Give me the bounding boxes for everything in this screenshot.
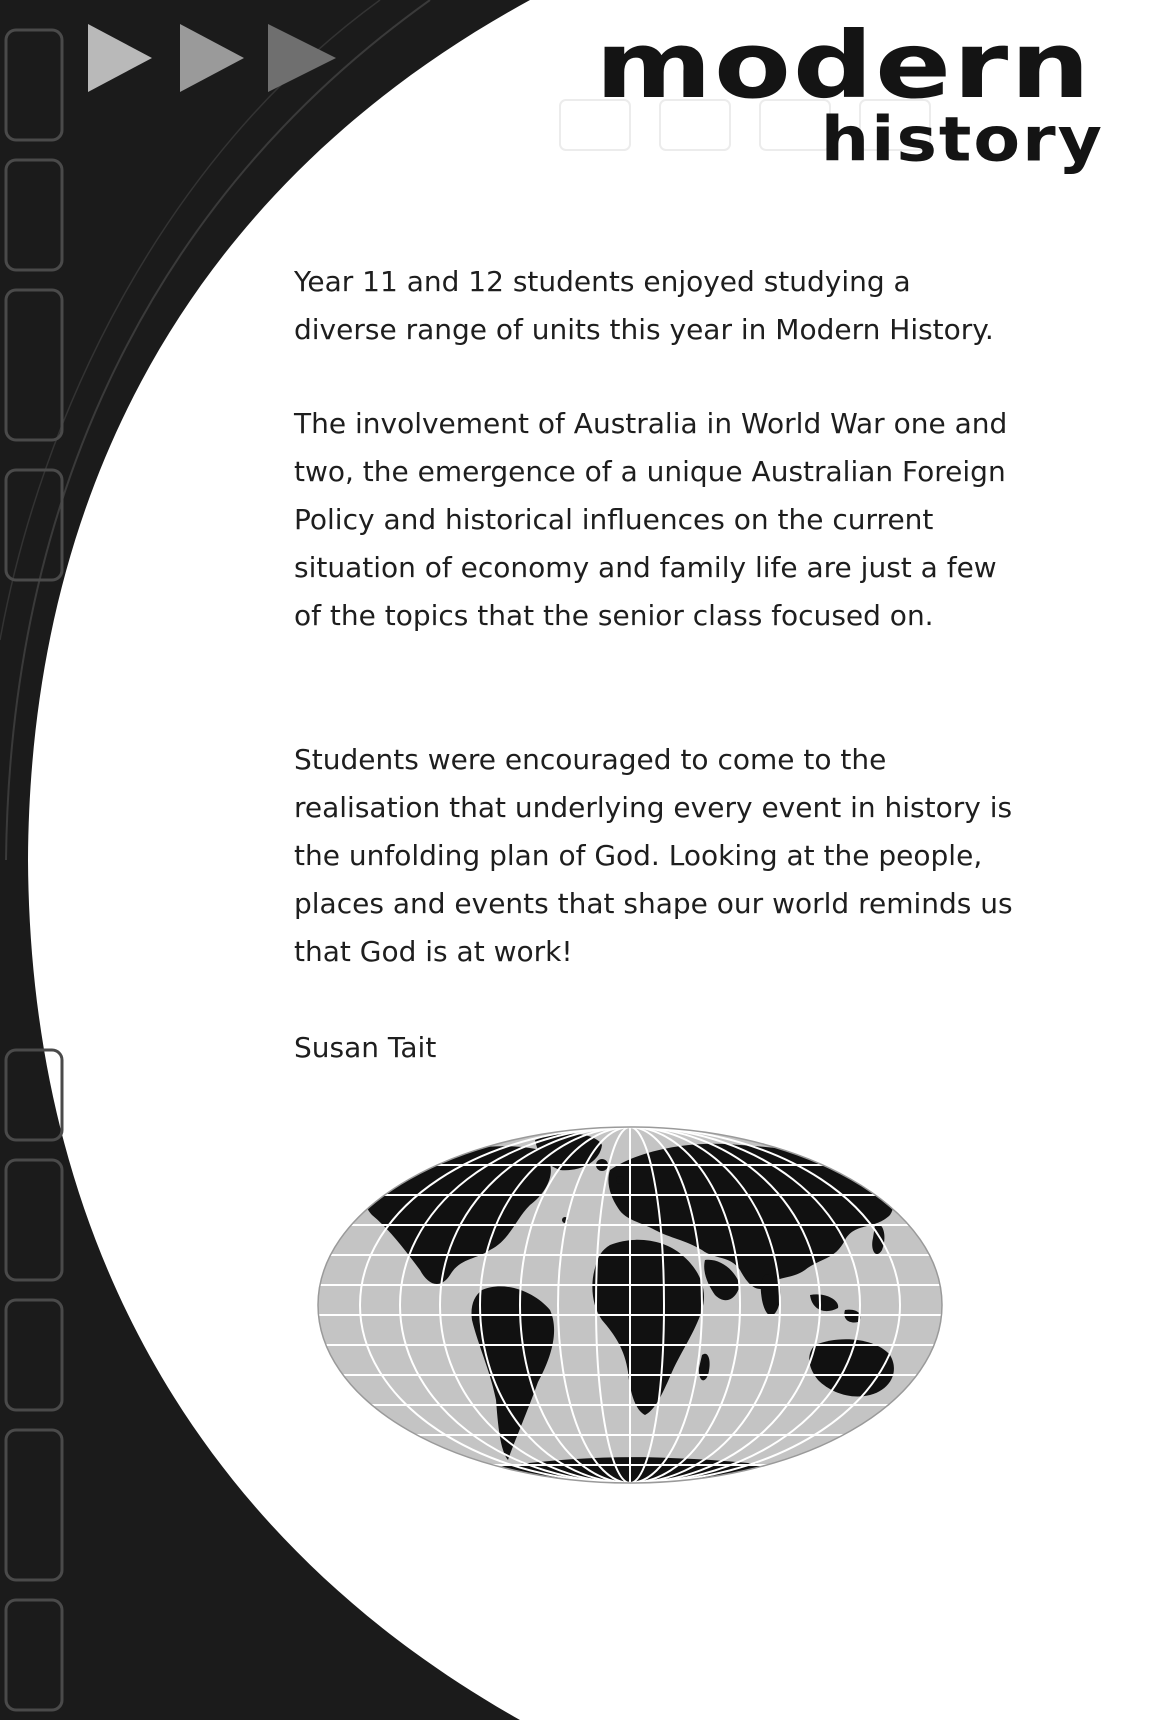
page-title-line1: modern [595,12,1092,120]
author-signature: Susan Tait [294,1031,437,1064]
paragraph-intro: Year 11 and 12 students enjoyed studying a diverse range of units this year in Modern History. [294,265,994,346]
page-title-line2: history [820,104,1104,176]
paragraph-conclusion: Students were encouraged to come to the realisation that underlying every event in history is the unfolding plan of God. Looking at the people, places and events that shape our world reminds us that God is at work! [294,743,1013,968]
world-map-globe-icon [310,1110,950,1500]
paragraph-topics: The involvement of Australia in World War one and two, the emergence of a unique Australian Foreign Policy and historical influences on the current situation of economy and family life are just a few of the topics that the senior class focused on. [294,407,1008,632]
